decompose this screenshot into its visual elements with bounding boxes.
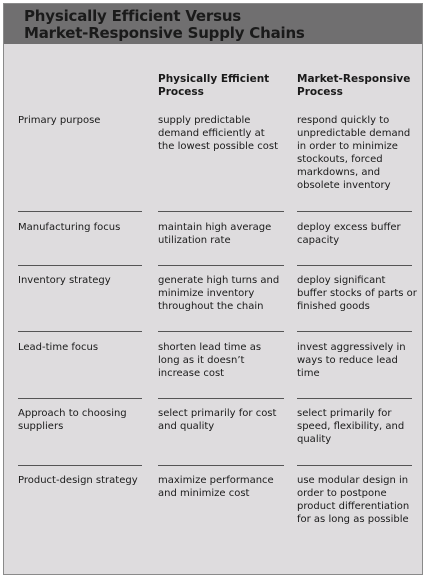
efficient-cell: generate high turns and minimize inventory throughout the chain [158,275,280,312]
efficient-cell: supply predictable demand efficiently at the lowest possible cost [158,115,278,152]
row-divider [158,398,284,399]
row-label: Inventory strategy [18,275,111,286]
row-divider [297,398,412,399]
responsive-cell: invest aggressively in ways to reduce lead time [297,342,406,379]
row-label: Manufacturing focus [18,222,121,233]
row-divider [297,331,412,332]
responsive-cell: use modular design in order to postpone product differentiation for as long as possible [297,475,410,525]
row-divider [158,211,284,212]
row-divider [18,331,142,332]
row-divider [297,211,412,212]
column-header-efficient: Physically Efficient Process [158,73,270,98]
row-label: Product-design strategy [18,475,138,486]
responsive-cell: select primarily for speed, flexibility, and quality [297,408,405,445]
responsive-cell: deploy significant buffer stocks of parts or finished goods [297,275,417,312]
row-divider [18,465,142,466]
row-label: Approach to choosing suppliers [18,408,127,432]
title-line-2: Market-Responsive Supply Chains [24,24,305,42]
comparison-card [3,3,423,575]
row-divider [18,398,142,399]
responsive-cell: deploy excess buffer capacity [297,222,401,246]
efficient-cell: shorten lead time as long as it doesn’t increase cost [158,342,262,379]
efficient-cell: maximize performance and minimize cost [158,475,274,499]
responsive-cell: respond quickly to unpredictable demand in order to minimize stockouts, forced markdowns, and obsolete inventory [297,115,411,191]
title-bar [4,4,422,44]
row-divider [158,465,284,466]
row-label: Primary purpose [18,115,101,126]
row-divider [297,465,412,466]
row-divider [297,265,412,266]
title-line-1: Physically Efficient Versus [24,7,242,25]
row-divider [158,265,284,266]
row-divider [158,331,284,332]
row-divider [18,265,142,266]
column-header-responsive: Market-Responsive Process [297,73,411,98]
efficient-cell: maintain high average utilization rate [158,222,272,246]
row-divider [18,211,142,212]
efficient-cell: select primarily for cost and quality [158,408,277,432]
row-label: Lead-time focus [18,342,99,353]
